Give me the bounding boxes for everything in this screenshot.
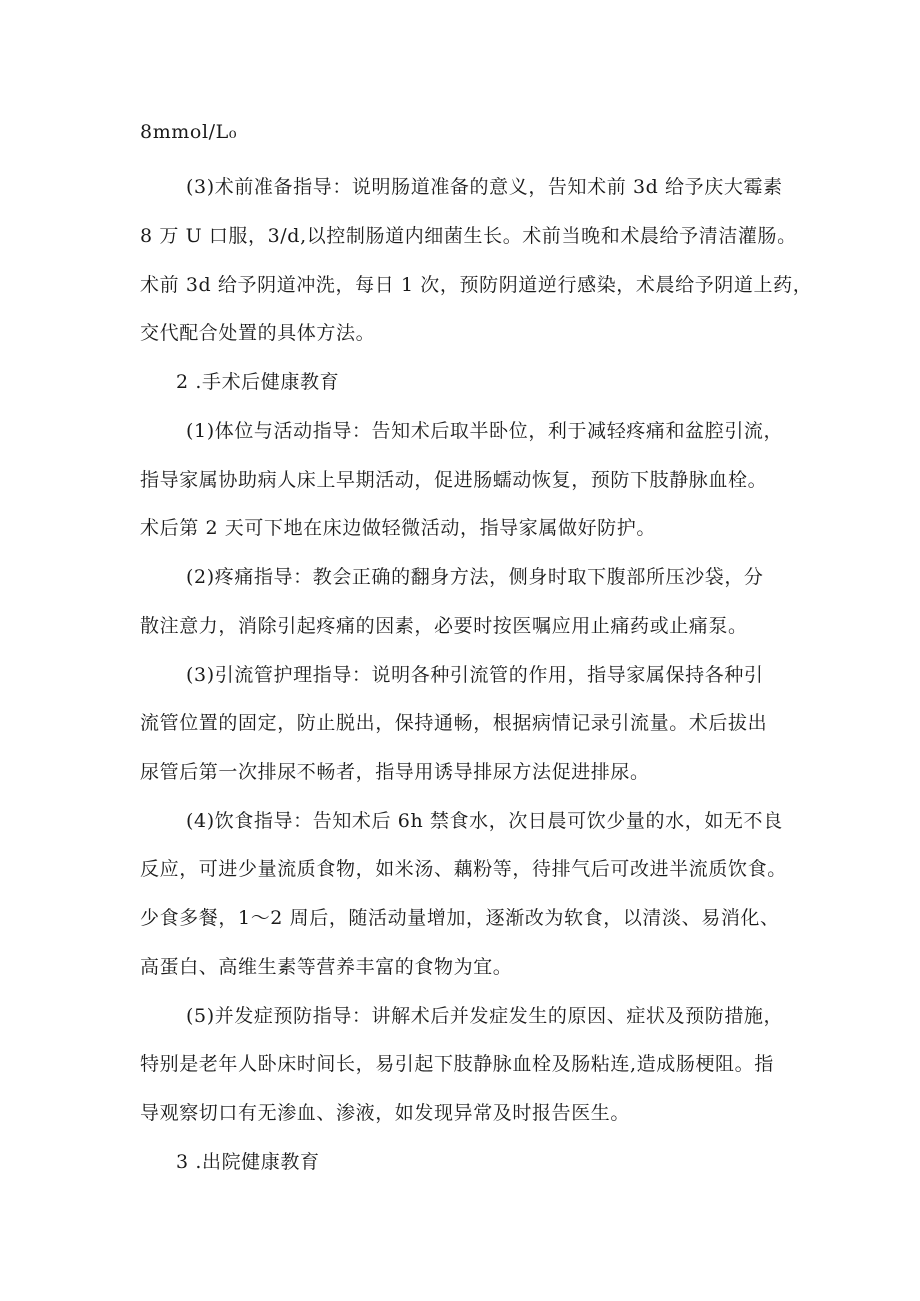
- paragraph-complication-line-2: 特别是老年人卧床时间长，易引起下肢静脉血栓及肠粘连,造成肠梗阻。指: [140, 1053, 774, 1075]
- paragraph-complication-line-1: (5)并发症预防指导：讲解术后并发症发生的原因、症状及预防措施，: [186, 1005, 784, 1027]
- section-heading-postop: 2 .手术后健康教育: [176, 371, 340, 393]
- paragraph-drainage-line-2: 流管位置的固定，防止脱出，保持通畅，根据病情记录引流量。术后拔出: [140, 712, 768, 734]
- text-line-unit: 8mmol∕L₀: [140, 121, 238, 143]
- paragraph-pain-line-1: (2)疼痛指导：教会正确的翻身方法，侧身时取下腹部所压沙袋，分: [186, 566, 764, 588]
- paragraph-diet-line-3: 少食多餐，1～2 周后，随活动量增加，逐渐改为软食，以清淡、易消化、: [140, 907, 780, 929]
- paragraph-activity-line-1: (1)体位与活动指导：告知术后取半卧位，利于减轻疼痛和盆腔引流，: [186, 420, 784, 442]
- section-heading-discharge: 3 .出院健康教育: [176, 1151, 320, 1173]
- paragraph-diet-line-1: (4)饮食指导：告知术后 6h 禁食水，次日晨可饮少量的水，如无不良: [186, 810, 783, 832]
- paragraph-preop-line-2: 8 万 U 口服，3∕d,以控制肠道内细菌生长。术前当晚和术晨给予清洁灌肠。: [140, 225, 797, 247]
- paragraph-preop-line-3: 术前 3d 给予阴道冲洗，每日 1 次，预防阴道逆行感染，术晨给予阴道上药，: [140, 274, 813, 296]
- paragraph-preop-line-1: (3)术前准备指导：说明肠道准备的意义，告知术前 3d 给予庆大霉素: [186, 176, 783, 198]
- paragraph-preop-line-4: 交代配合处置的具体方法。: [140, 322, 376, 344]
- paragraph-diet-line-4: 高蛋白、高维生素等营养丰富的食物为宜。: [140, 956, 513, 978]
- paragraph-drainage-line-1: (3)引流管护理指导：说明各种引流管的作用，指导家属保持各种引: [186, 664, 764, 686]
- paragraph-diet-line-2: 反应，可进少量流质食物，如米汤、藕粉等，待排气后可改进半流质饮食。: [140, 858, 787, 880]
- paragraph-activity-line-2: 指导家属协助病人床上早期活动，促进肠蠕动恢复，预防下肢静脉血栓。: [140, 469, 768, 491]
- paragraph-pain-line-2: 散注意力，消除引起疼痛的因素，必要时按医嘱应用止痛药或止痛泵。: [140, 615, 748, 637]
- paragraph-activity-line-3: 术后第 2 天可下地在床边做轻微活动，指导家属做好防护。: [140, 517, 656, 539]
- paragraph-complication-line-3: 导观察切口有无渗血、渗液，如发现异常及时报告医生。: [140, 1102, 631, 1124]
- paragraph-drainage-line-3: 尿管后第一次排尿不畅者，指导用诱导排尿方法促进排尿。: [140, 761, 650, 783]
